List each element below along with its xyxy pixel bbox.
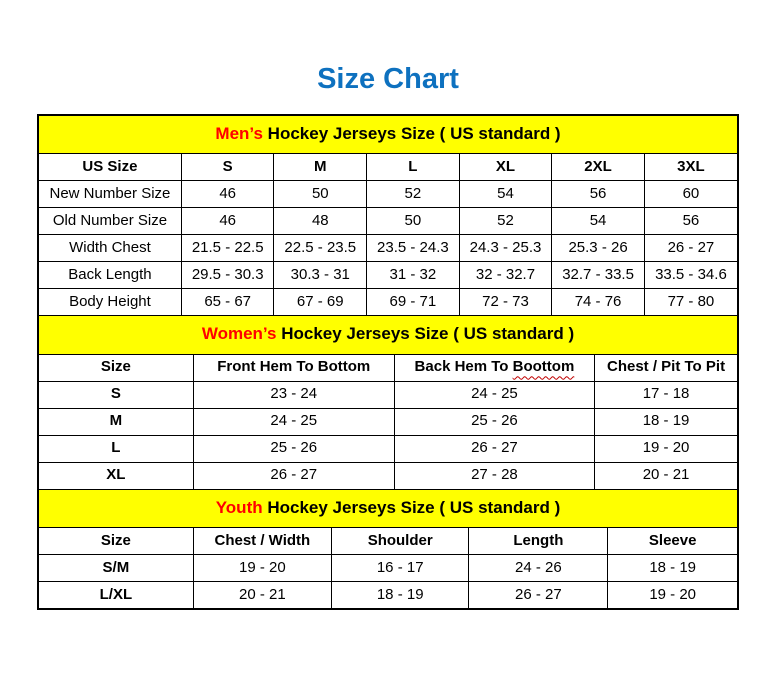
youth-header-row [39, 528, 737, 555]
table-row [39, 381, 737, 408]
size-cell: 26 - 27 [469, 581, 608, 608]
size-cell: 23.5 - 24.3 [367, 235, 460, 262]
mens-band-accent: Men’s [215, 123, 263, 143]
column-header: Length [469, 528, 608, 555]
size-cell: 54 [459, 181, 552, 208]
size-cell: 18 - 19 [331, 581, 469, 608]
table-row [39, 462, 737, 489]
column-header: M [274, 154, 367, 181]
row-label: New Number Size [39, 181, 181, 208]
size-cell: 19 - 20 [595, 435, 737, 462]
size-cell: 46 [181, 181, 274, 208]
womens-section-band [39, 315, 737, 354]
row-label: Body Height [39, 289, 181, 316]
table-row [39, 581, 737, 608]
table-row [39, 289, 737, 316]
size-cell: 26 - 27 [193, 462, 394, 489]
size-chart-container [37, 114, 739, 610]
column-header: L [367, 154, 460, 181]
row-label: L [39, 435, 193, 462]
womens-band-text: Hockey Jerseys Size ( US standard ) [276, 324, 575, 344]
size-cell: 72 - 73 [459, 289, 552, 316]
size-cell: 50 [367, 208, 460, 235]
row-label: Back Length [39, 262, 181, 289]
column-header: Size [39, 528, 193, 555]
youth-band-text: Hockey Jerseys Size ( US standard ) [262, 497, 561, 517]
size-cell: 27 - 28 [394, 462, 594, 489]
table-row [39, 181, 737, 208]
size-cell: 52 [459, 208, 552, 235]
table-row [39, 435, 737, 462]
size-cell: 16 - 17 [331, 554, 469, 581]
table-row [39, 408, 737, 435]
youth-section-band [39, 489, 737, 528]
mens-section-band [39, 116, 737, 154]
size-cell: 18 - 19 [608, 554, 737, 581]
size-cell: 24 - 26 [469, 554, 608, 581]
size-cell: 30.3 - 31 [274, 262, 367, 289]
size-cell: 29.5 - 30.3 [181, 262, 274, 289]
column-header: Shoulder [331, 528, 469, 555]
size-cell: 77 - 80 [644, 289, 737, 316]
size-cell: 19 - 20 [193, 554, 331, 581]
size-cell: 21.5 - 22.5 [181, 235, 274, 262]
column-header: US Size [39, 154, 181, 181]
column-header: 3XL [644, 154, 737, 181]
size-cell: 33.5 - 34.6 [644, 262, 737, 289]
size-cell: 52 [367, 181, 460, 208]
column-header: 2XL [552, 154, 645, 181]
column-header: Chest / Width [193, 528, 331, 555]
row-label: S/M [39, 554, 193, 581]
youth-band-accent: Youth [215, 497, 263, 517]
size-cell: 19 - 20 [608, 581, 737, 608]
mens-size-table [39, 154, 737, 315]
size-cell: 65 - 67 [181, 289, 274, 316]
size-cell: 20 - 21 [193, 581, 331, 608]
size-cell: 20 - 21 [595, 462, 737, 489]
column-header: S [181, 154, 274, 181]
size-cell: 56 [552, 181, 645, 208]
womens-band-accent: Women’s [201, 324, 277, 344]
table-row [39, 208, 737, 235]
womens-header-row [39, 355, 737, 382]
table-row [39, 554, 737, 581]
size-cell: 32 - 32.7 [459, 262, 552, 289]
size-cell: 31 - 32 [367, 262, 460, 289]
size-cell: 32.7 - 33.5 [552, 262, 645, 289]
size-cell: 56 [644, 208, 737, 235]
column-header: XL [459, 154, 552, 181]
size-cell: 69 - 71 [367, 289, 460, 316]
size-cell: 60 [644, 181, 737, 208]
size-cell: 23 - 24 [193, 381, 394, 408]
row-label: Old Number Size [39, 208, 181, 235]
row-label: S [39, 381, 193, 408]
size-cell: 74 - 76 [552, 289, 645, 316]
size-cell: 18 - 19 [595, 408, 737, 435]
size-cell: 26 - 27 [644, 235, 737, 262]
size-cell: 46 [181, 208, 274, 235]
size-cell: 24 - 25 [193, 408, 394, 435]
misspelled-word: Boottom [512, 358, 575, 376]
table-row [39, 262, 737, 289]
mens-band-text: Hockey Jerseys Size ( US standard ) [262, 123, 561, 143]
column-header: Front Hem To Bottom [193, 355, 394, 382]
column-header: Size [39, 355, 193, 382]
size-cell: 24.3 - 25.3 [459, 235, 552, 262]
size-cell: 67 - 69 [274, 289, 367, 316]
row-label: L/XL [39, 581, 193, 608]
column-header-text: Back Hem To [414, 358, 513, 376]
size-cell: 25 - 26 [193, 435, 394, 462]
youth-size-table [39, 528, 737, 608]
column-header: Sleeve [608, 528, 737, 555]
size-cell: 17 - 18 [595, 381, 737, 408]
size-cell: 50 [274, 181, 367, 208]
column-header [394, 355, 594, 382]
size-cell: 25.3 - 26 [552, 235, 645, 262]
page-title: Size Chart [317, 63, 459, 95]
womens-size-table [39, 355, 737, 489]
size-cell: 22.5 - 23.5 [274, 235, 367, 262]
size-cell: 54 [552, 208, 645, 235]
column-header: Chest / Pit To Pit [595, 355, 737, 382]
row-label: Width Chest [39, 235, 181, 262]
size-cell: 48 [274, 208, 367, 235]
mens-header-row [39, 154, 737, 181]
row-label: XL [39, 462, 193, 489]
size-cell: 25 - 26 [394, 408, 594, 435]
size-cell: 24 - 25 [394, 381, 594, 408]
size-cell: 26 - 27 [394, 435, 594, 462]
row-label: M [39, 408, 193, 435]
table-row [39, 235, 737, 262]
